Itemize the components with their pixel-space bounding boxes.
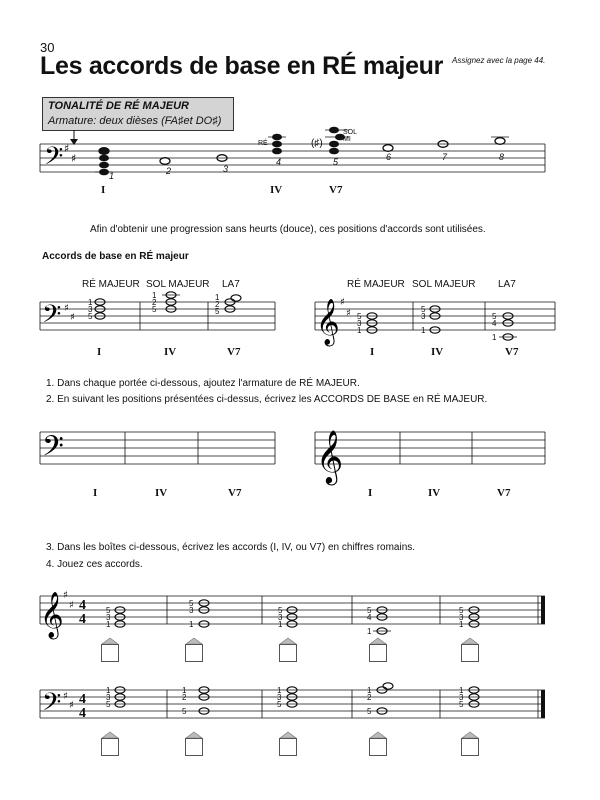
assign-note: Assignez avec la page 44. (452, 56, 546, 65)
finger-num: 5 (106, 606, 111, 615)
finger-num: 2 (182, 693, 187, 702)
answer-box[interactable] (185, 738, 203, 756)
bass-clef-icon: 𝄢 (42, 430, 64, 470)
finger-num: 1 (459, 686, 464, 695)
answer-box[interactable] (279, 738, 297, 756)
section-heading: Accords de base en RÉ majeur (42, 251, 189, 262)
bass-clef-icon: 𝄢 (44, 142, 64, 177)
finger-num: 3 (106, 613, 111, 622)
note-label-re: RÉ (258, 140, 268, 147)
finger-num: 3 (459, 613, 464, 622)
finger-num: 5 (106, 700, 111, 709)
finger-num: 5 (421, 305, 426, 314)
finger-num: 3 (189, 606, 194, 615)
page-number: 30 (40, 40, 55, 55)
roman-label: I (93, 487, 98, 499)
finger-num: 1 (152, 291, 157, 300)
instruction-2: 2. En suivant les positions présentées ci-dessus, écrivez les ACCORDS DE BASE en RÉ MAJEUR. (46, 394, 488, 405)
finger-num: 5 (333, 157, 339, 167)
answer-box[interactable] (101, 644, 119, 662)
finger-num: 2 (152, 298, 157, 307)
roman-label: IV (164, 346, 177, 358)
roman-label: IV (428, 487, 441, 499)
finger-num: 5 (182, 707, 187, 716)
finger-num: 1 (106, 620, 111, 629)
finger-num: 5 (459, 700, 464, 709)
sharp-icon: ♯ (63, 691, 68, 702)
roman-v7: V7 (329, 184, 343, 196)
chord-name: LA7 (498, 279, 516, 290)
sharp-icon: ♯ (64, 142, 70, 155)
sharp-icon: ♯ (70, 312, 75, 323)
finger-num: 5 (278, 606, 283, 615)
roman-label: IV (431, 346, 444, 358)
finger-num: 5 (152, 305, 157, 314)
instruction-3: 3. Dans les boîtes ci-dessous, écrivez les accords (I, IV, ou V7) en chiffres romains. (46, 542, 416, 553)
finger-num: 4 (276, 157, 282, 167)
finger-num: 1 (278, 620, 283, 629)
roman-iv: IV (270, 184, 283, 196)
finger-num: 1 (459, 620, 464, 629)
roman-label: I (368, 487, 373, 499)
finger-num: 1 (492, 333, 497, 342)
finger-num: 1 (367, 627, 372, 636)
finger-num: 5 (277, 700, 282, 709)
roman-label: I (370, 346, 375, 358)
sharp-icon: ♯ (63, 590, 68, 601)
bass-clef-icon: 𝄢 (42, 300, 62, 335)
finger-num: 2 (215, 300, 220, 309)
finger-num: 7 (442, 152, 448, 162)
sharp-icon: ♯ (71, 152, 77, 165)
time-signature-bottom: 4 (79, 706, 86, 721)
finger-num: 5 (459, 606, 464, 615)
finger-num: 3 (223, 164, 229, 174)
finger-num: 3 (421, 312, 426, 321)
sharp-icon: ♯ (346, 308, 351, 319)
finger-num: 1 (367, 686, 372, 695)
roman-i: I (101, 184, 106, 196)
roman-label: V7 (228, 487, 242, 499)
answer-box[interactable] (279, 644, 297, 662)
finger-num: 3 (106, 693, 111, 702)
finger-num: 2 (367, 693, 372, 702)
key-box-title: TONALITÉ DE RÉ MAJEUR (48, 100, 189, 112)
answer-box[interactable] (185, 644, 203, 662)
roman-label: V7 (505, 346, 519, 358)
finger-num: 3 (357, 319, 362, 328)
answer-box[interactable] (101, 738, 119, 756)
note-label-sharp: (♯) (311, 138, 323, 149)
finger-num: 1 (189, 620, 194, 629)
finger-num: 1 (182, 686, 187, 695)
finger-num: 4 (492, 319, 497, 328)
finger-num: 5 (189, 599, 194, 608)
finger-num: 5 (215, 307, 220, 316)
chord-name: SOL MAJEUR (146, 279, 210, 290)
instruction-1: 1. Dans chaque portée ci-dessous, ajoutez l'armature de RÉ MAJEUR. (46, 378, 360, 389)
finger-num: 1 (277, 686, 282, 695)
roman-label: V7 (497, 487, 511, 499)
sharp-icon: ♯ (69, 600, 74, 611)
finger-num: 8 (499, 152, 505, 162)
finger-num: 5 (367, 606, 372, 615)
finger-num: 4 (367, 613, 372, 622)
finger-num: 2 (166, 166, 172, 176)
finger-num: 3 (277, 693, 282, 702)
chord-name: RÉ MAJEUR (82, 279, 140, 290)
finger-num: 1 (215, 293, 220, 302)
answer-box[interactable] (461, 738, 479, 756)
treble-clef-icon: 𝄞 (316, 429, 344, 483)
finger-num: 1 (106, 686, 111, 695)
sharp-icon: ♯ (69, 700, 74, 711)
note-label-sol: SOL (343, 129, 358, 136)
finger-num: 3 (278, 613, 283, 622)
time-signature-bottom: 4 (79, 612, 86, 627)
finger-num: 6 (386, 152, 392, 162)
key-box-armature: Armature: deux dièses (FA♯et DO♯) (48, 115, 222, 127)
chord-name: RÉ MAJEUR (347, 279, 405, 290)
bass-clef-icon: 𝄢 (42, 688, 62, 723)
treble-clef-icon: 𝄞 (316, 299, 340, 345)
sharp-icon: ♯ (340, 297, 345, 308)
roman-label: IV (155, 487, 168, 499)
finger-num: 5 (88, 312, 93, 321)
answer-box[interactable] (461, 644, 479, 662)
page-title: Les accords de base en RÉ majeur (40, 52, 444, 80)
roman-label: I (97, 346, 102, 358)
finger-num: 1 (421, 326, 426, 335)
intro-paragraph: Afin d'obtenir une progression sans heurts (douce), ces positions d'accords sont utilisées. (90, 224, 486, 235)
finger-num: 5 (357, 312, 362, 321)
finger-num: 5 (367, 707, 372, 716)
treble-clef-icon: 𝄞 (40, 592, 64, 638)
sharp-icon: ♯ (64, 303, 69, 314)
time-signature-top: 4 (79, 598, 86, 613)
chord-name: SOL MAJEUR (412, 279, 476, 290)
finger-num: 1 (109, 171, 115, 181)
time-signature-top: 4 (79, 692, 86, 707)
chord-name: LA7 (222, 279, 240, 290)
finger-num: 1 (357, 326, 362, 335)
note-label-mi: MI (343, 136, 351, 143)
instruction-4: 4. Jouez ces accords. (46, 559, 143, 570)
answer-box[interactable] (369, 738, 387, 756)
answer-box[interactable] (369, 644, 387, 662)
finger-num: 1 (88, 298, 93, 307)
finger-num: 5 (492, 312, 497, 321)
roman-label: V7 (227, 346, 241, 358)
finger-num: 3 (88, 305, 93, 314)
finger-num: 3 (459, 693, 464, 702)
